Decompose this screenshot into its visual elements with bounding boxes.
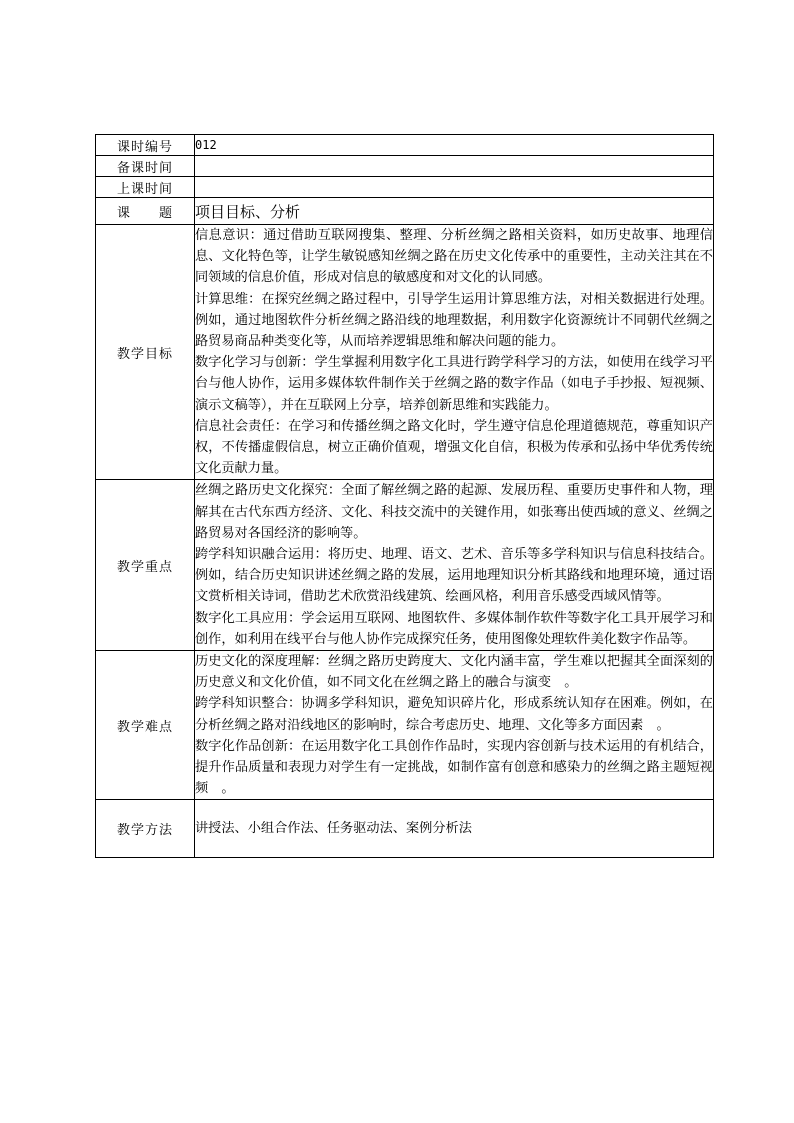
row-class-time [96,177,714,198]
row-difficulties [96,651,714,800]
objectives-label: 教学目标 [96,225,195,480]
key-point-interdisciplinary: 跨学科知识融合运用：将历史、地理、语文、艺术、音乐等多学科知识与信息科技结合。例如，结合历史知识讲述丝绸之路的发展，运用地理知识分析其路线和地理环境，通过语文赏析相关诗词，借助艺术欣赏沿线建筑、绘画风格，利用音乐感受西域风情等。 [195,547,713,605]
difficulties-content [195,651,714,800]
row-topic [96,198,714,225]
topic-value: 项目目标、分析 [195,198,714,225]
row-methods [96,800,714,858]
methods-value: 讲授法、小组合作法、任务驱动法、案例分析法 [195,800,714,858]
objective-computational-thinking: 计算思维：在探究丝绸之路过程中，引导学生运用计算思维方法，对相关数据进行处理。例如，通过地图软件分析丝绸之路沿线的地理数据，利用数字化资源统计不同朝代丝绸之路贸易商品种类变化等，从而培养逻辑思维和解决问题的能力。 [195,291,713,350]
row-prep-time [96,156,714,177]
difficulty-deep-understanding: 历史文化的深度理解：丝绸之路历史跨度大、文化内涵丰富，学生难以把握其全面深刻的历史意义和文化价值，如不同文化在丝绸之路上的融合与演变 。 [195,654,713,691]
objective-digital-learning: 数字化学习与创新：学生掌握利用数字化工具进行跨学科学习的方法，如使用在线学习平台与他人协作，运用多媒体软件制作关于丝绸之路的数字作品（如电子手抄报、短视频、演示文稿等），并在互联网上分享，培养创新思维和实践能力。 [195,355,713,413]
methods-label: 教学方法 [96,800,195,858]
prep-time-label: 备课时间 [96,156,195,177]
lesson-plan-table [95,134,714,858]
topic-label: 课 题 [96,198,195,225]
lesson-number-value: 012 [195,135,714,156]
objectives-content [195,225,714,480]
key-point-digital-tools: 数字化工具应用：学会运用互联网、地图软件、多媒体制作软件等数字化工具开展学习和创作，如利用在线平台与他人协作完成探究任务，使用图像处理软件美化数字作品等。 [195,610,713,647]
lesson-number-label: 课时编号 [96,135,195,156]
key-points-content [195,480,714,651]
objective-social-responsibility: 信息社会责任：在学习和传播丝绸之路文化时，学生遵守信息伦理道德规范，尊重知识产权，不传播虚假信息，树立正确价值观，增强文化自信，积极为传承和弘扬中华优秀传统文化贡献力量。 [195,418,713,477]
row-key-points [96,480,714,651]
row-objectives [96,225,714,480]
class-time-value [195,177,714,198]
difficulties-label: 教学难点 [96,651,195,800]
class-time-label: 上课时间 [96,177,195,198]
prep-time-value [195,156,714,177]
difficulty-digital-innovation: 数字化作品创新：在运用数字化工具创作作品时，实现内容创新与技术运用的有机结合，提升作品质量和表现力对学生有一定挑战，如制作富有创意和感染力的丝绸之路主题短视频 。 [195,738,713,797]
objective-information-awareness: 信息意识：通过借助互联网搜集、整理、分析丝绸之路相关资料，如历史故事、地理信息、文化特色等，让学生敏锐感知丝绸之路在历史文化传承中的重要性，主动关注其在不同领域的信息价值，形成对信息的敏感度和对文化的认同感。 [195,228,713,286]
difficulty-knowledge-integration: 跨学科知识整合：协调多学科知识，避免知识碎片化，形成系统认知存在困难。例如，在分析丝绸之路对沿线地区的影响时，综合考虑历史、地理、文化等多方面因素 。 [195,696,713,733]
key-points-label: 教学重点 [96,480,195,651]
row-lesson-number [96,135,714,156]
key-point-history-culture: 丝绸之路历史文化探究：全面了解丝绸之路的起源、发展历程、重要历史事件和人物，理解其在古代东西方经济、文化、科技交流中的关键作用，如张骞出使西域的意义、丝绸之路贸易对各国经济的影响等。 [195,483,713,541]
